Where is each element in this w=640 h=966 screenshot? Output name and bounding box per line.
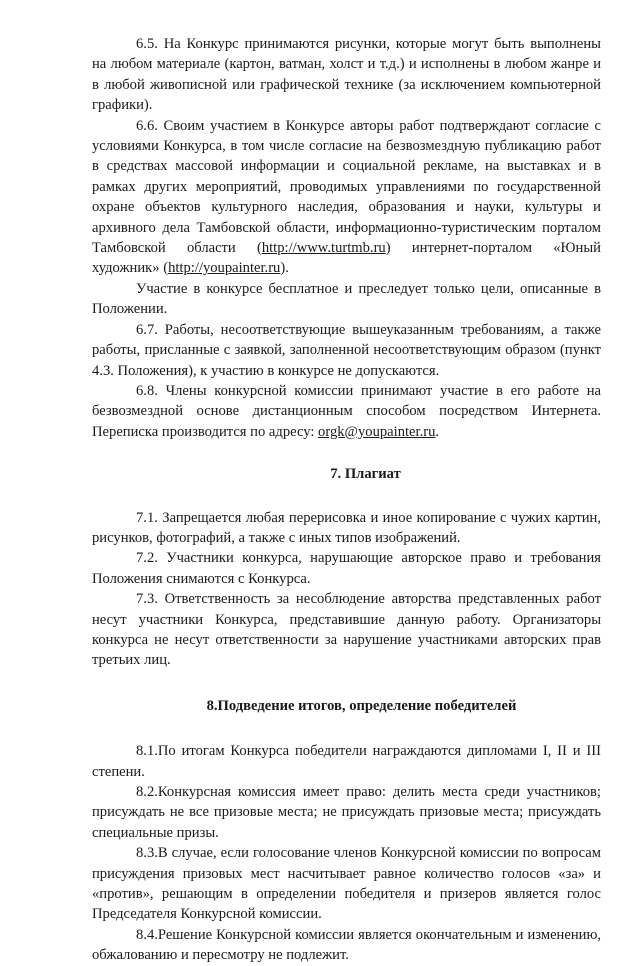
paragraph-6-6-text: 6.6. Своим участием в Конкурсе авторы работ подтверждают согласие с условиями Конкурса, в том числе согласие на безвозмездную публикацию работ в средствах массовой информации и социальной рекламе, на выставках и в рамках других мероприятий, проводимых управлениями по государственной охране объектов культурного наследия, образования и науки, культуры и архивного дела Тамбовской области, информационно-туристическим порталом Тамбовской области ( (92, 117, 601, 257)
paragraph-8-1: 8.1.По итогам Конкурса победители награждаются дипломами I, II и III степени. (92, 743, 601, 780)
paragraph-6-5: 6.5. На Конкурс принимаются рисунки, которые могут быть выполнены на любом материале (картон, ватман, холст и т.д.) и исполнены в любом жанре и в любой живописной или графической технике (за исключением компьютерной графики). (92, 36, 601, 114)
paragraph-7-1: 7.1. Запрещается любая перерисовка и иное копирование с чужих картин, рисунков, фотографий, а также с иных типов изображений. (92, 509, 601, 546)
paragraph-participation-free: Участие в конкурсе бесплатное и преследует только цели, описанные в Положении. (92, 280, 601, 318)
paragraph-7-2: 7.2. Участники конкурса, нарушающие авторское право и требования Положения снимаются с Конкурса. (92, 550, 601, 587)
paragraph-6-6-end: ). (280, 260, 289, 277)
paragraph-6-7: 6.7. Работы, несоответствующие вышеуказанным требованиям, а также работы, присланные с заявкой, заполненной несоответствующим образом (пункт 4.3. Положения), к участию в конкурсе не допускаются. (92, 321, 601, 379)
section-7-heading: 7. Плагиат (330, 466, 401, 483)
paragraph-6-8-text: 6.8. Члены конкурсной комиссии принимают участие в его работе на безвозмездной основе дистанционным способом посредством Интернета. Переписка производится по адресу: (92, 382, 601, 440)
turtmb-link[interactable]: http://www.turtmb.ru (261, 240, 386, 257)
section-8-heading: 8.Подведение итогов, определение победителей (206, 697, 517, 714)
paragraph-8-3: 8.3.В случае, если голосование членов Конкурсной комиссии по вопросам присуждения призовых мест насчитывает равное количество голосов «за» и «против», решающим в определении победителя и призеров является голос Председателя Конкурсной комиссии. (92, 845, 601, 923)
paragraph-6-8-end: . (435, 423, 440, 440)
paragraph-7-3: 7.3. Ответственность за несоблюдение авторства представленных работ несут участники Конкурса, представившие данную работу. Организаторы конкурса не несут ответственности за нарушение участниками авторских прав третьих лиц. (92, 591, 601, 669)
paragraph-6-8 (92, 381, 601, 442)
youpainter-link[interactable]: http://youpainter.ru (168, 260, 281, 277)
email-link[interactable]: orgk@youpainter.ru (318, 423, 436, 440)
paragraph-6-6-mid: ) интернет-порталом «Юный художник» ( (92, 240, 601, 277)
paragraph-8-4: 8.4.Решение Конкурсной комиссии является окончательным и изменению, обжалованию и пересмотру не подлежит. (92, 926, 601, 964)
paragraph-8-2: 8.2.Конкурсная комиссия имеет право: делить места среди участников; присуждать не все призовые места; не присуждать призовые места; присуждать специальные призы. (92, 784, 601, 841)
document-page (92, 34, 601, 966)
paragraph-6-6 (92, 116, 601, 279)
